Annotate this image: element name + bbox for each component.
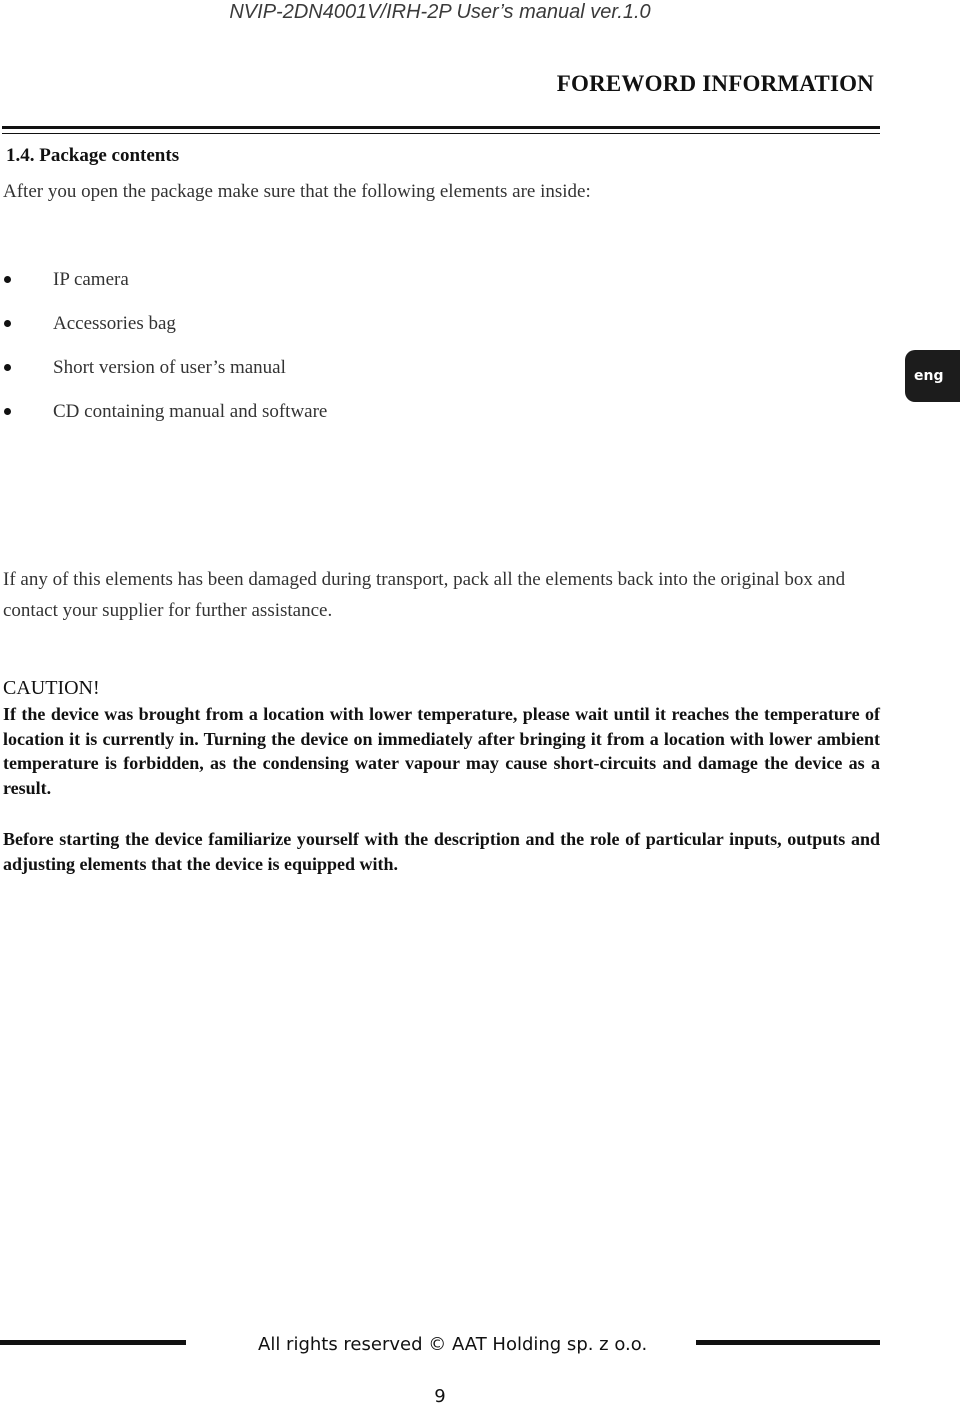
caution-text: If the device was brought from a location with lower temperature, please wait until it reaches the temperature of location it is currently in. Turning the device on immediately after bringing it from a location with lower ambient temperature is forbidden, as the condensing water vapour may cause short-circuits and damage the device as a result. xyxy=(3,704,880,798)
list-item-label: Short version of user’s manual xyxy=(53,357,286,378)
list-item-label: CD containing manual and software xyxy=(53,401,328,422)
footer-rule-left xyxy=(0,1340,186,1345)
bullet-icon xyxy=(4,364,11,371)
bullet-icon xyxy=(4,320,11,327)
damage-note: If any of this elements has been damaged during transport, pack all the elements back into the original box and contact your supplier for further assistance. xyxy=(3,569,846,621)
bullet-icon xyxy=(4,276,11,283)
header-rule-thin xyxy=(2,133,880,134)
list-item-label: IP camera xyxy=(53,269,129,290)
footer-rule-right xyxy=(696,1340,880,1345)
header-rule-thick xyxy=(2,126,880,129)
section-heading: 1.4. Package contents xyxy=(6,145,180,166)
caution-title: CAUTION! xyxy=(3,677,100,699)
running-header: NVIP-2DN4001V/IRH-2P User’s manual ver.1.0 xyxy=(229,1,651,23)
before-start-note: Before starting the device familiarize yourself with the description and the role of particular inputs, outputs and adjusting elements that the device is equipped with. xyxy=(3,829,880,874)
intro-paragraph: After you open the package make sure that the following elements are inside: xyxy=(3,181,591,202)
footer-copyright: All rights reserved © AAT Holding sp. z o.o. xyxy=(258,1334,648,1355)
section-title: FOREWORD INFORMATION xyxy=(556,71,874,96)
list-item-label: Accessories bag xyxy=(53,313,176,334)
language-tab: eng xyxy=(905,350,960,402)
page-number: 9 xyxy=(434,1386,446,1407)
bullet-icon xyxy=(4,408,11,415)
